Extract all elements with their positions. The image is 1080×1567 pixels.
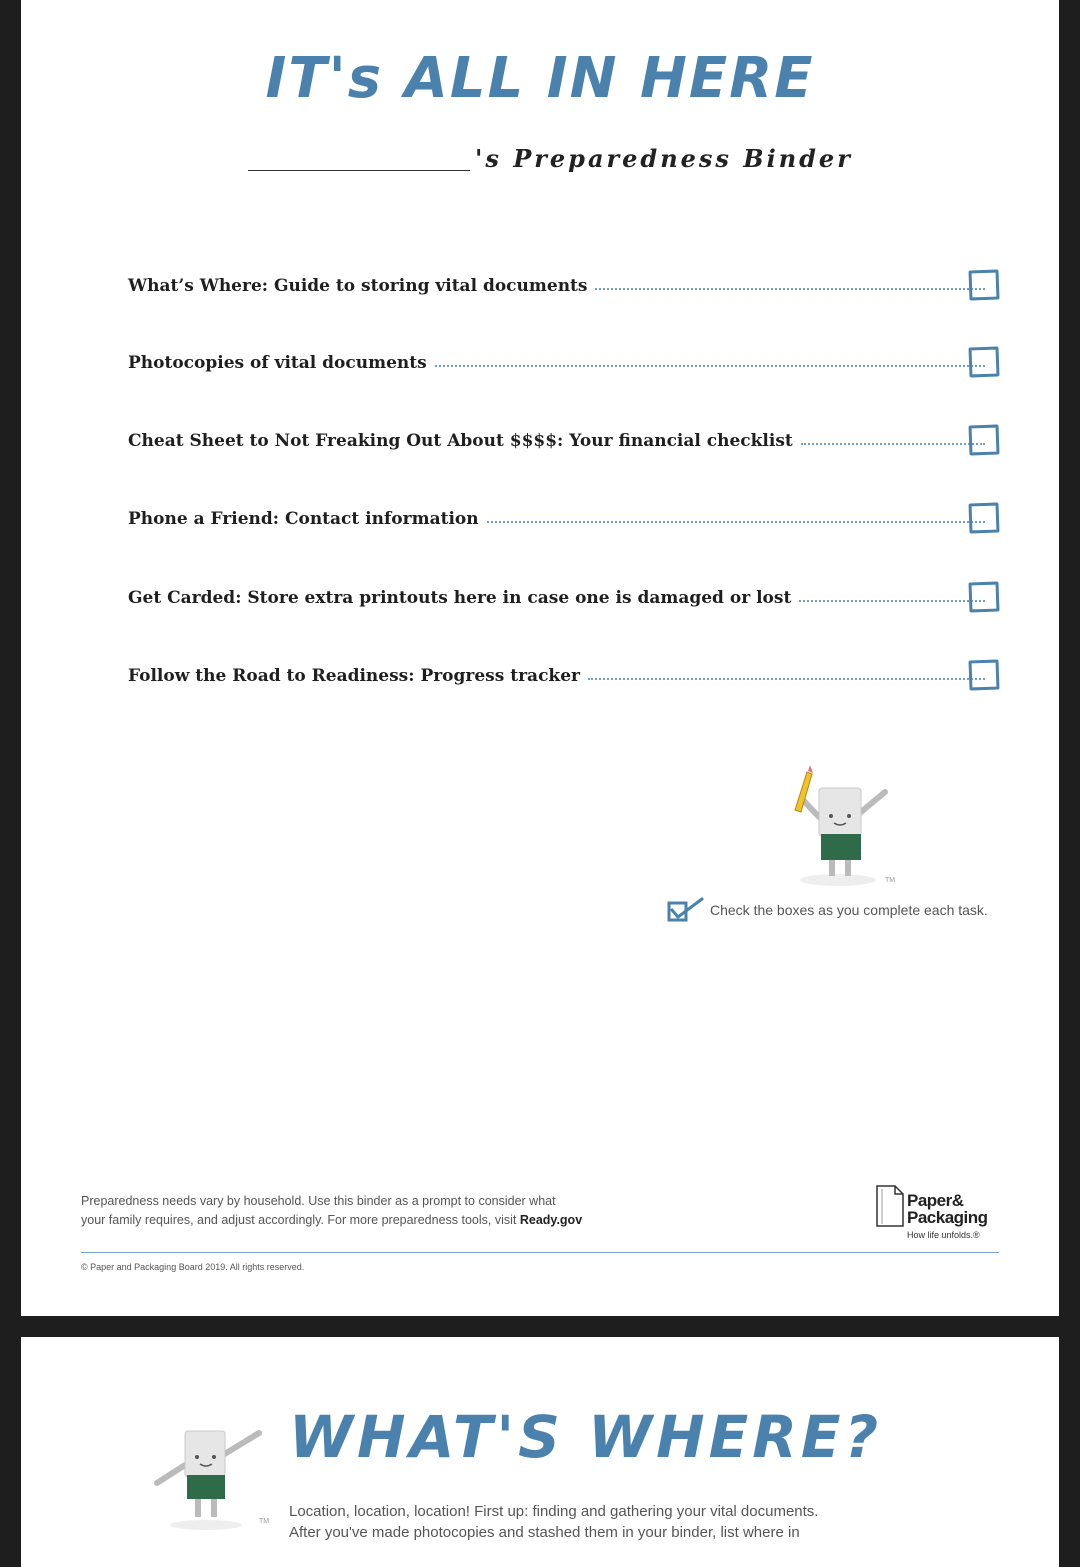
trademark-label: TM [259, 1518, 270, 1525]
brand-line-1: Paper& [907, 1191, 964, 1210]
whats-where-page [21, 1337, 1059, 1567]
binder-subtitle: 's Preparedness Binder [475, 144, 853, 173]
checklist-item-label: Get Carded: Store extra printouts here in case one is damaged or lost [128, 588, 792, 608]
checklist-item-label: What’s Where: Guide to storing vital documents [128, 276, 588, 296]
checklist-item [128, 266, 993, 306]
brand-line-2: Packaging [907, 1208, 988, 1227]
checkbox[interactable] [968, 659, 999, 690]
ready-gov-link[interactable]: Ready.gov [519, 1213, 583, 1227]
checklist-item [128, 421, 993, 461]
checklist-item-label: Phone a Friend: Contact information [128, 509, 479, 529]
footer-line-2: your family requires, and adjust accordingly. For more preparedness tools, visit [81, 1213, 520, 1227]
paper-mascot-icon [151, 1425, 281, 1535]
dotted-leader [435, 365, 985, 367]
dotted-leader [799, 600, 985, 602]
intro-paragraph [289, 1501, 929, 1543]
copyright: © Paper and Packaging Board 2019. All rights reserved. [81, 1262, 305, 1272]
checklist-item [128, 343, 993, 383]
checklist-item [128, 499, 993, 539]
tip [666, 896, 988, 924]
intro-line-2: After you've made photocopies and stashed them in your binder, list where in [289, 1524, 800, 1541]
section-title: WHAT'S WHERE? [289, 1403, 883, 1471]
checkbox[interactable] [968, 424, 999, 455]
name-blank-line [248, 170, 470, 171]
checked-box-icon [666, 896, 704, 924]
intro-line-1: Location, location, location! First up: finding and gathering your vital documents. [289, 1503, 819, 1520]
dotted-leader [588, 678, 985, 680]
checklist-item-label: Photocopies of vital documents [128, 353, 427, 373]
checklist-item [128, 578, 993, 618]
checkbox[interactable] [968, 346, 999, 377]
dotted-leader [487, 521, 985, 523]
checklist-item-label: Follow the Road to Readiness: Progress tracker [128, 666, 580, 686]
checkbox[interactable] [968, 581, 999, 612]
footer-divider [81, 1252, 999, 1253]
brand-logo [873, 1184, 1003, 1246]
brand-name [907, 1192, 1007, 1226]
dotted-leader [595, 288, 985, 290]
checklist-item [128, 656, 993, 696]
trademark-label: TM [885, 877, 896, 884]
tip-text: Check the boxes as you complete each task. [710, 902, 988, 918]
page-title: IT's ALL IN HERE [265, 46, 815, 111]
dotted-leader [801, 443, 985, 445]
folded-paper-icon [873, 1184, 907, 1228]
binder-cover-page [21, 0, 1059, 1316]
checklist-item-label: Cheat Sheet to Not Freaking Out About $$$$: Your financial checklist [128, 431, 793, 451]
checkbox[interactable] [968, 269, 999, 300]
brand-tagline: How life unfolds.® [907, 1230, 980, 1240]
footer-line-1: Preparedness needs vary by household. Use this binder as a prompt to consider what [81, 1194, 556, 1208]
footer-disclaimer [81, 1192, 661, 1230]
paper-mascot-icon [773, 762, 903, 892]
checkbox[interactable] [968, 502, 999, 533]
